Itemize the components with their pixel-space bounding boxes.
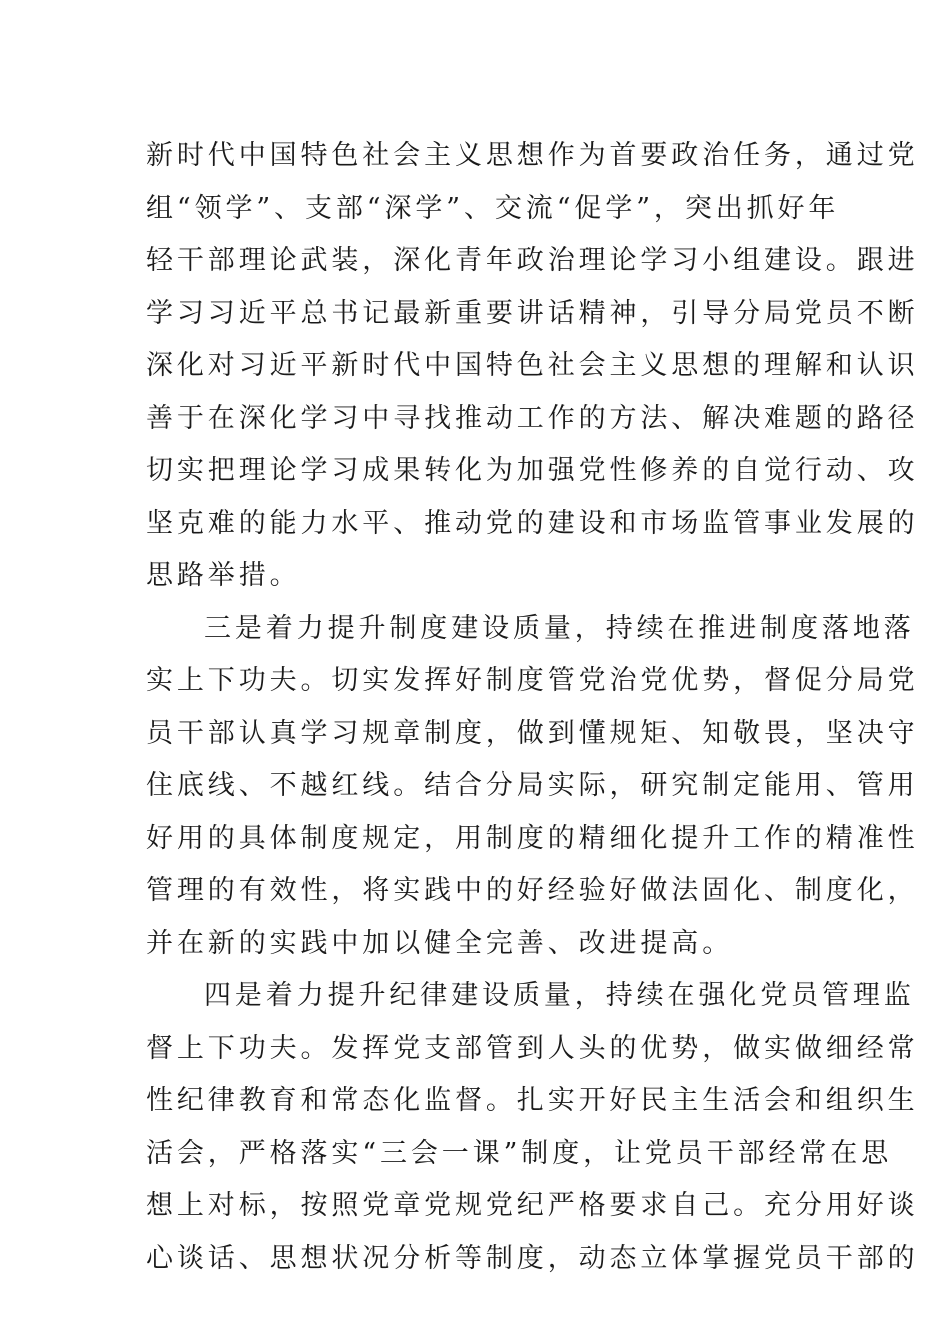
text-line: 切实把理论学习成果转化为加强党性修养的自觉行动、攻 <box>146 455 919 486</box>
text-line: 善于在深化学习中寻找推动工作的方法、解决难题的路径 <box>146 402 919 434</box>
text-line: 员干部认真学习规章制度，做到懂规矩、知敬畏，坚决守 <box>146 717 919 749</box>
text-line: 思路举措。 <box>146 560 301 591</box>
text-line: 坚克难的能力水平、推动党的建设和市场监管事业发展的 <box>146 507 919 539</box>
paragraph-start-line: 三是着力提升制度建设质量，持续在推进制度落地落 <box>204 612 915 644</box>
text-line: 并在新的实践中加以健全完善、改进提高。 <box>146 927 734 959</box>
text-line: 好用的具体制度规定，用制度的精细化提升工作的精准性 <box>146 822 919 854</box>
text-line: 想上对标，按照党章党规党纪严格要求自己。充分用好谈 <box>146 1190 919 1221</box>
text-line: 轻干部理论武装，深化青年政治理论学习小组建设。跟进 <box>146 245 919 276</box>
text-line: 性纪律教育和常态化监督。扎实开好民主生活会和组织生 <box>146 1085 919 1116</box>
paragraph-start-line: 四是着力提升纪律建设质量，持续在强化党员管理监 <box>204 980 915 1011</box>
text-line: 督上下功夫。发挥党支部管到人头的优势，做实做细经常 <box>146 1032 919 1064</box>
text-line: 实上下功夫。切实发挥好制度管党治党优势，督促分局党 <box>146 665 919 696</box>
text-line: 新时代中国特色社会主义思想作为首要政治任务，通过党 <box>146 140 919 171</box>
text-line: 心谈话、思想状况分析等制度，动态立体掌握党员干部的 <box>146 1242 919 1274</box>
body-text <box>146 130 919 1285</box>
text-line: 住底线、不越红线。结合分局实际，研究制定能用、管用 <box>146 770 919 801</box>
text-line: 组“领学”、支部“深学”、交流“促学”，突出抓好年 <box>146 192 840 224</box>
text-line: 活会，严格落实“三会一课”制度，让党员干部经常在思 <box>146 1137 893 1169</box>
text-line: 管理的有效性，将实践中的好经验好做法固化、制度化， <box>146 875 919 906</box>
text-line: 学习习近平总书记最新重要讲话精神，引导分局党员不断 <box>146 297 919 329</box>
text-line: 深化对习近平新时代中国特色社会主义思想的理解和认识 <box>146 350 919 381</box>
